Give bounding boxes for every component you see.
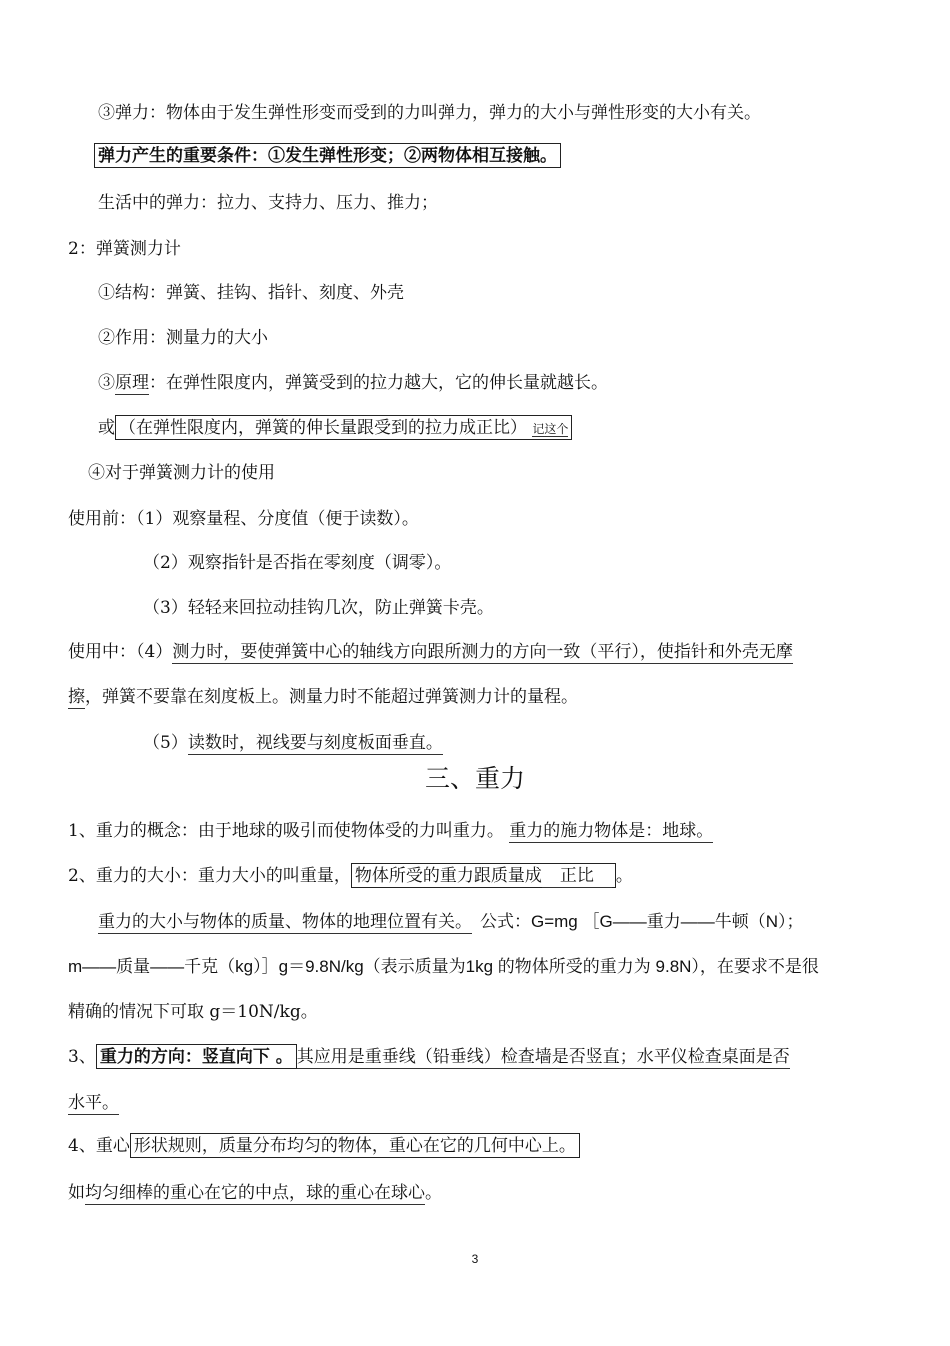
text-line-usage-title: ④对于弹簧测力计的使用: [88, 463, 275, 483]
during-use-cont-underlined: 擦: [68, 687, 85, 707]
period: 。: [425, 1183, 442, 1203]
proportional-answer: 正比: [542, 866, 612, 888]
boxed-proportional: [351, 863, 616, 888]
during-use-cont-text: ，弹簧不要靠在刻度板上。测量力时不能超过弹簧测力计的量程。: [85, 687, 578, 707]
period: 。: [615, 866, 633, 886]
or-word: 或: [98, 418, 115, 438]
during-use-text: 测力时，要使弹簧中心的轴线方向跟所测力的方向一致（平行），使指针和外壳无摩: [172, 642, 793, 662]
reading-text: 读数时，视线要与刻度板面垂直。: [187, 733, 443, 753]
page-number: 3: [471, 1252, 479, 1266]
text-line-before-use-1: 使用前：（1）观察量程、分度值（便于读数）。: [68, 509, 419, 529]
center-label: 4、重心: [68, 1136, 130, 1156]
direction-application-text: 其应用是重垂线（铅垂线）检查墙是否竖直；水平仪检查桌面是否: [296, 1047, 790, 1067]
text-line-daily-elastic: 生活中的弹力：拉力、支持力、压力、推力；: [98, 193, 438, 213]
text-line-during-use: [68, 641, 793, 663]
text-line-center-of-gravity: [68, 1135, 580, 1157]
proportional-text: 物体所受的重力跟质量成: [354, 866, 542, 886]
text-line-gravity-formula: [98, 911, 804, 933]
text-line-gravity-units: m——质量——千克（kg）］g＝9.8N/kg（表示质量为1kg 的物体所受的重力为 9.8N），在要求不是很: [68, 957, 819, 976]
direction-cont-text: 水平。: [68, 1093, 119, 1113]
text-line-before-use-3: （3）轻轻来回拉动挂钩几次，防止弹簧卡壳。: [143, 598, 494, 618]
text-line-gravity-magnitude: [68, 865, 633, 887]
gravity-source-text: 重力的施力物体是：地球。: [509, 821, 714, 841]
remember-note: 记这个: [532, 422, 569, 436]
reading-number: （5）: [143, 733, 188, 753]
text-line-gravity-concept: [68, 820, 713, 842]
text-line-gravity-direction: [68, 1046, 790, 1068]
text-line-elastic-conditions: [94, 145, 561, 167]
gravity-concept-text: 1、重力的概念：由于地球的吸引而使物体受的力叫重力。: [68, 821, 504, 841]
gravity-factors-text: 重力的大小与物体的质量、物体的地理位置有关。: [98, 912, 472, 932]
text-line-function: ②作用：测量力的大小: [98, 328, 268, 348]
direction-number: 3、: [68, 1047, 96, 1067]
text-line-elastic-force: ③弹力：物体由于发生弹性形变而受到的力叫弹力，弹力的大小与弹性形变的大小有关。: [98, 103, 761, 123]
text-line-reading: [143, 732, 443, 754]
text-line-gravity-direction-cont: [68, 1092, 119, 1114]
principle-alt-text: （在弹性限度内，弹簧的伸长量跟受到的拉力成正比）: [119, 418, 527, 438]
boxed-principle-alt: [115, 415, 572, 440]
text-line-before-use-2: （2）观察指针是否指在零刻度（调零）。: [143, 553, 452, 573]
text-line-center-examples: [68, 1182, 442, 1204]
during-use-label: 使用中：（4）: [68, 642, 173, 662]
example-prefix: 如: [68, 1183, 85, 1203]
section-heading-gravity: 三、重力: [424, 764, 525, 793]
boxed-elastic-conditions: 弹力产生的重要条件：①发生弹性形变；②两物体相互接触。: [94, 143, 561, 168]
text-line-structure: ①结构：弹簧、挂钩、指针、刻度、外壳: [98, 283, 404, 303]
center-examples-text: 均匀细棒的重心在它的中点，球的重心在球心: [85, 1183, 425, 1203]
gravity-formula-text: 公式：G=mg ［G——重力——牛顿（N）；: [480, 912, 804, 931]
principle-text: ：在弹性限度内，弹簧受到的拉力越大，它的伸长量就越长。: [149, 373, 608, 393]
text-line-during-use-cont: [68, 686, 578, 708]
boxed-center-rule: 形状规则，质量分布均匀的物体，重心在它的几何中心上。: [130, 1133, 580, 1158]
text-line-principle-alt: [98, 417, 572, 440]
principle-label: 原理: [115, 373, 149, 393]
text-line-principle: [98, 372, 608, 394]
text-line-spring-scale: 2：弹簧测力计: [68, 239, 181, 259]
text-line-gravity-approx: 精确的情况下可取 g＝10N/kg。: [68, 1002, 318, 1022]
principle-number: ③: [98, 373, 115, 393]
boxed-gravity-direction: 重力的方向：竖直向下 。: [96, 1044, 297, 1069]
gravity-magnitude-text: 2、重力的大小：重力大小的叫重量，: [68, 866, 351, 886]
